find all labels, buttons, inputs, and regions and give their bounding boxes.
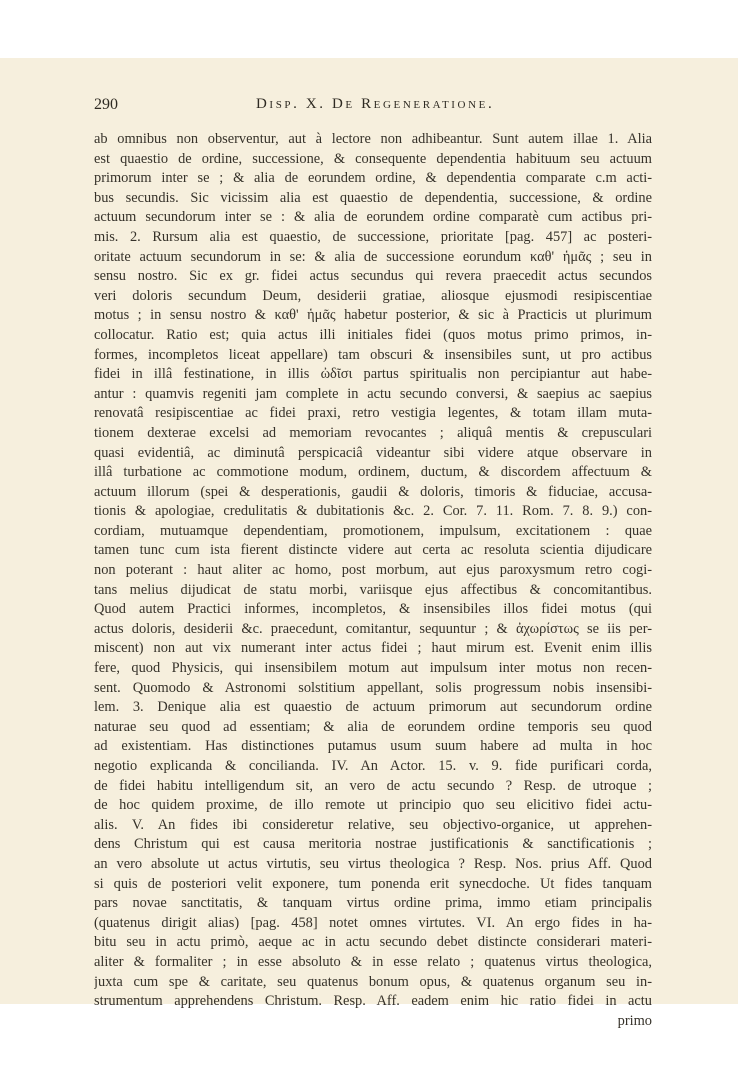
- text-line: illâ turbatione ac commotione modum, ordinem, ductum, & discordem affectuum &: [94, 464, 652, 481]
- text-line: cordiam, mutuamque dependentiam, promotionem, impulsum, excitationem : quae: [94, 522, 652, 539]
- page-number: 290: [94, 96, 118, 113]
- text-line: actuum illorum (spei & desperationis, gaudii & doloris, timoris & fiduciae, accusa-: [94, 483, 652, 500]
- text-line: si quis de posteriori velit exponere, tum ponenda erit synecdoche. Ut fides tanquam: [94, 875, 652, 892]
- text-line: ab omnibus non observentur, aut à lectore non adhibeantur. Sunt autem illae 1. Alia: [94, 131, 652, 147]
- text-line: fidei in illâ festinatione, in illis ὠδῖσι partus spiritualis non percipiantur aut habe-: [94, 366, 652, 383]
- text-line: primorum inter se ; & alia de eorundem ordine, & dependentia comparate c.m acti-: [94, 170, 652, 187]
- text-line: sensu nostro. Sic ex gr. fidei actus secundus qui revera praecedit actus secundos: [94, 268, 652, 285]
- text-line: fere, quod Physicis, qui insensibilem motum aut impulsum inter motus non recen-: [94, 660, 652, 677]
- running-head: Disp. X. De Regeneratione.: [256, 96, 495, 112]
- text-line: aliter & formaliter ; in esse absoluto & in esse relato ; quatenus virtus theologica,: [94, 953, 652, 970]
- text-line: actus doloris, desiderii &c. praecedunt, comitantur, sequuntur ; & ἀχωρίστως se iis per-: [94, 620, 652, 637]
- text-line: bitu seu in actu primò, aeque ac in actu secundo debet distincte considerari materi-: [94, 934, 652, 951]
- text-line: naturae seu quod ad essentiam; & alia de eorundem ordine temporis seu quod: [94, 718, 652, 735]
- text-line: juxta cum spe & caritate, seu quatenus bonum opus, & quatenus organum seu in-: [94, 973, 652, 990]
- text-line: formes, incompletos liceat appellare) tam obscuri & insensibiles sunt, ut pro actibus: [94, 346, 652, 363]
- text-line: lem. 3. Denique alia est quaestio de actuum primorum aut secundorum ordine: [94, 699, 652, 716]
- text-line: collocatur. Ratio est; quia actus illi initiales fidei (quos motus primo primos, in-: [94, 326, 652, 343]
- text-line: miscent) non aut vix numerant inter actus fidei ; haut mirum est. Evenit enim illis: [94, 640, 652, 657]
- text-line: renovatâ resipiscentiae ac fidei praxi, retro vestigia legentes, & totam illam muta-: [94, 405, 652, 422]
- text-line: antur : quamvis regeniti jam complete in actu secundo conversi, & saepius ac saepius: [94, 385, 652, 402]
- text-line: (quatenus dirigit alias) [pag. 458] notet omnes virtutes. VI. An ergo fides in ha-: [94, 914, 652, 931]
- text-line: motus ; in sensu nostro & καθ' ἡμᾶς habetur posterior, & sic à Practicis ut plurimum: [94, 307, 652, 324]
- text-line: de fidei habitu intelligendum sit, an vero de actu secundo ? Resp. de utroque ;: [94, 777, 652, 794]
- text-line: tamen tunc cum ista fierent distincte videre aut certa ac resoluta scientia dijudicare: [94, 542, 652, 559]
- body-text: [94, 130, 652, 1031]
- text-line: dens Christum qui est causa meritoria nostrae justificationis & sanctificationis ;: [94, 836, 652, 853]
- text-line: quasi evidentiâ, ac diminutâ perspicaciâ videantur sibi videre atque observare in: [94, 444, 652, 461]
- text-line: Quod autem Practici informes, incompletos, & insensibiles illos fidei motus (qui: [94, 601, 652, 618]
- text-line: est quaestio de ordine, successione, & consequente dependentia habituum seu actuum: [94, 150, 652, 167]
- text-line: sent. Quomodo & Astronomi solstitium appellant, solis progressum nobis insensibi-: [94, 679, 652, 696]
- text-line: tans melius dijudicat de statu morbi, variisque ejus affectibus & concomitantibus.: [94, 581, 652, 598]
- text-line: non poterant : haut aliter ac homo, post morbum, aut ejus paroxysmum retro cogi-: [94, 562, 652, 579]
- text-line: ad existentiam. Has distinctiones putamus usum suum habere ad multa in hoc: [94, 738, 652, 755]
- text-line: de hoc quidem proxime, de illo remote ut principio quo seu elicitivo fidei actu-: [94, 797, 652, 814]
- text-line: an vero absolute ut actus virtutis, seu virtus theologica ? Resp. Nos. prius Aff. Quod: [94, 855, 652, 872]
- catchword: primo: [617, 1012, 652, 1029]
- text-line: alis. V. An fides ibi consideretur relative, seu objectivo-organice, ut apprehen-: [94, 816, 652, 833]
- page-header: [94, 96, 652, 118]
- text-line: bus secundis. Sic vicissim alia est quaestio de dependentia, successione, & ordine: [94, 189, 652, 206]
- text-line: mis. 2. Rursum alia est quaestio, de successione, prioritate [pag. 457] ac posteri-: [94, 228, 652, 245]
- text-line: tionis & apologiae, credulitatis & dubitationis &c. 2. Cor. 7. 11. Rom. 7. 8. 9.) con-: [94, 503, 652, 520]
- text-line: veri doloris secundum Deum, desiderii gratiae, aliosque ejusmodi resipiscentiae: [94, 287, 652, 304]
- text-line: pars novae sanctitatis, & tanquam virtus ordine prima, immo etiam principalis: [94, 895, 652, 912]
- text-line: tionem dexterae excelsi ad memoriam revocantes ; aliquâ mentis & crepusculari: [94, 424, 652, 441]
- text-line: actuum secundorum inter se : & alia de eorundem ordine comparatè cum actibus pri-: [94, 209, 652, 226]
- text-line: oritate actuum secundorum in se: & alia de successione eorundum καθ' ἡμᾶς ; seu in: [94, 248, 652, 265]
- text-line: negotio explicanda & concilianda. IV. An Actor. 15. v. 9. fide purificari corda,: [94, 758, 652, 774]
- text-line: strumentum apprehendens Christum. Resp. Aff. eadem enim hic ratio fidei in actu: [94, 993, 652, 1010]
